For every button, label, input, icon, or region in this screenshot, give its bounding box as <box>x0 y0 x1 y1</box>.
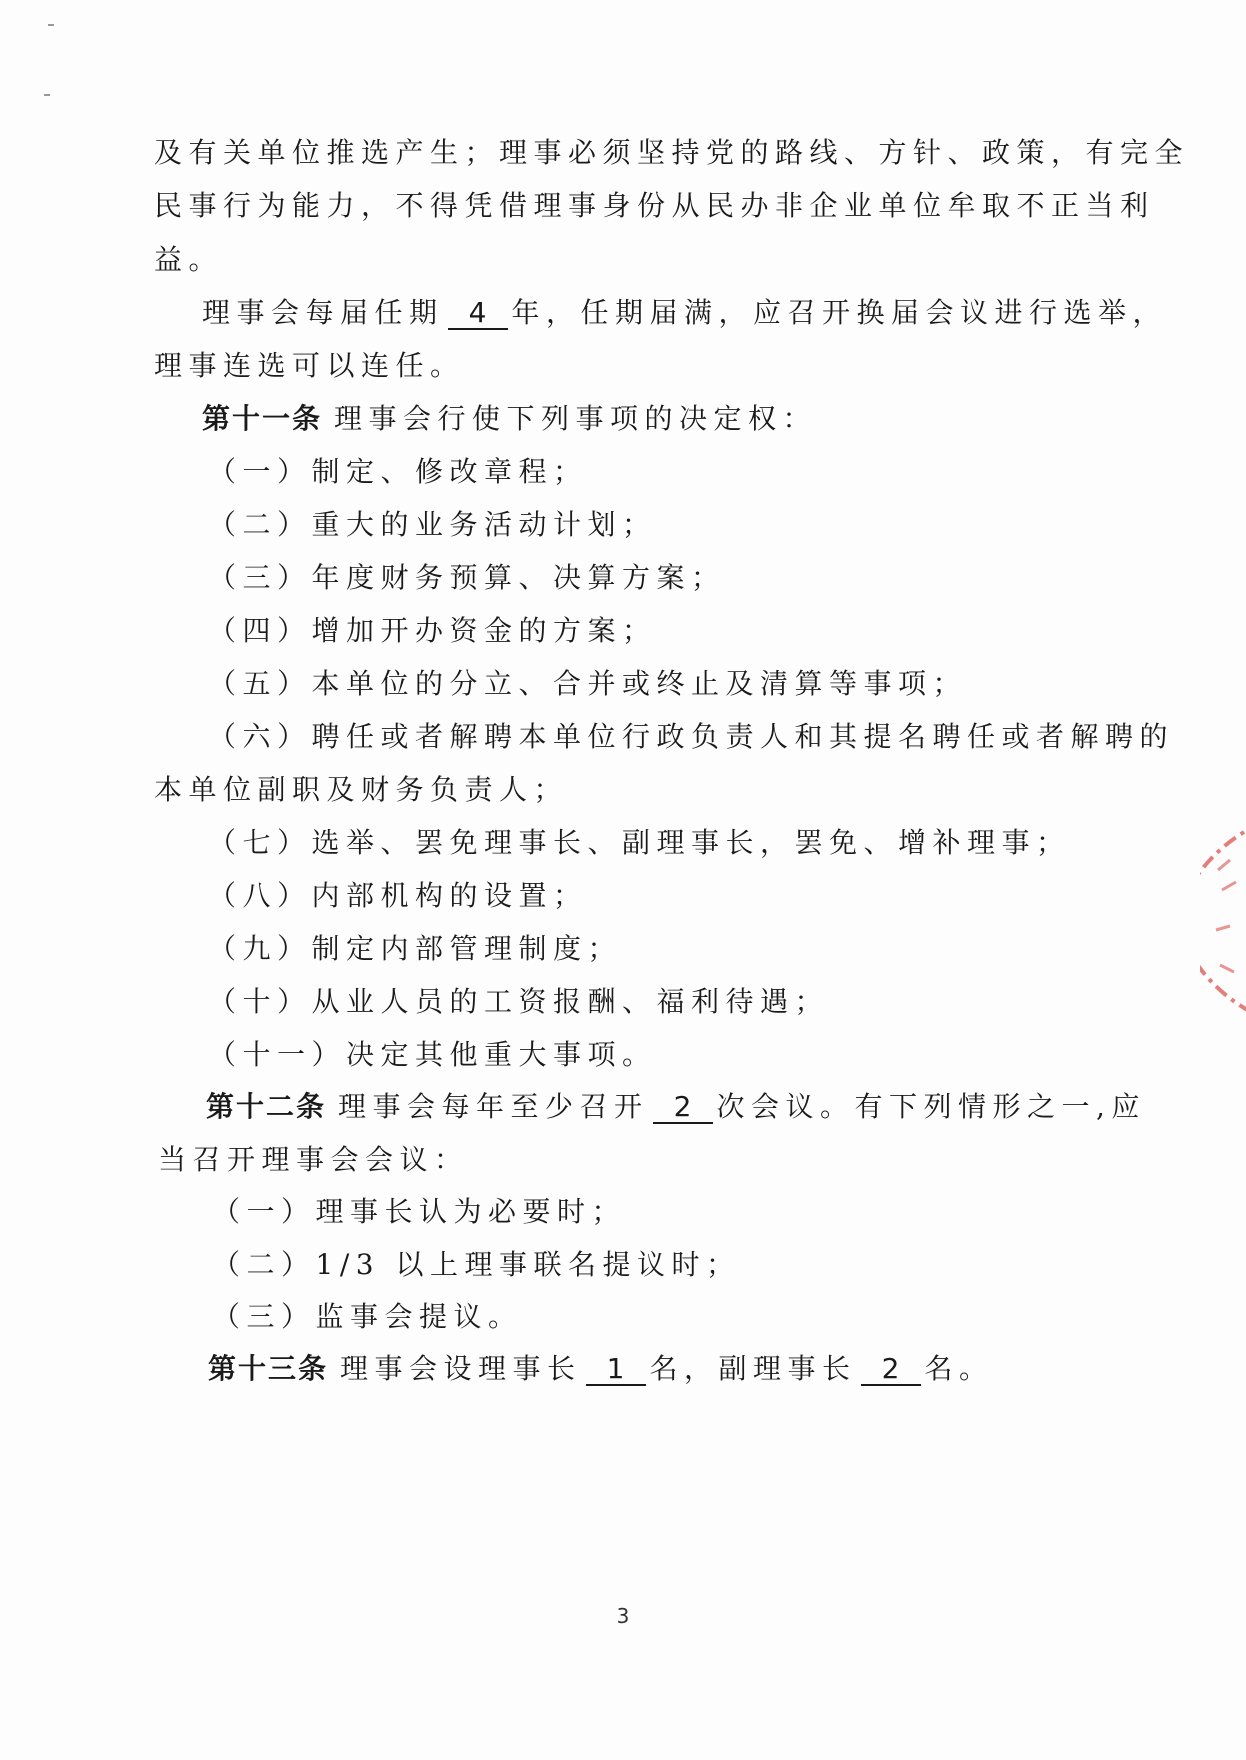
list-item <box>208 982 829 1022</box>
line-text: 次会议。有下列情形之一,应 <box>716 1090 1146 1123</box>
line-text: 理事会行使下列事项的决定权： <box>334 402 818 435</box>
line-text: 及有关单位推选产生；理事必须坚持党的路线、方针、政策，有完全 <box>154 136 1190 169</box>
line-text: 年，任期届满，应召开换届会议进行选举， <box>511 296 1168 329</box>
page-number: 3 <box>616 1604 630 1628</box>
paragraph-line <box>158 1140 469 1180</box>
paragraph-line <box>154 240 223 280</box>
line-text: 民事行为能力，不得凭借理事身份从民办非企业单位牟取不正当利 <box>154 189 1155 222</box>
line-text: （七）选举、罢免理事长、副理事长，罢免、增补理事； <box>208 826 1071 859</box>
line-text: （二）重大的业务活动计划； <box>208 508 657 541</box>
line-text: （一）制定、修改章程； <box>208 455 588 488</box>
list-item <box>208 558 726 598</box>
line-text: （一）理事长认为必要时； <box>212 1195 627 1228</box>
list-item <box>208 1035 657 1075</box>
line-text: （四）增加开办资金的方案； <box>208 614 657 647</box>
list-item <box>212 1192 626 1232</box>
line-text: 名。 <box>924 1352 994 1385</box>
line-text: 理事会每届任期 <box>202 296 444 329</box>
official-seal-partial <box>1200 800 1246 1040</box>
article-heading: 第十二条 <box>206 1090 327 1123</box>
line-text: 理事连选可以连任。 <box>154 349 465 382</box>
line-text: （八）内部机构的设置； <box>208 879 588 912</box>
article-heading-line <box>206 1087 1146 1127</box>
list-item <box>208 717 1174 757</box>
line-text: 理事会每年至少召开 <box>338 1090 649 1123</box>
line-text: （二）1/3 以上理事联名提议时； <box>212 1248 741 1281</box>
line-text: 益。 <box>154 243 224 276</box>
meetings-per-year-blank: 2 <box>653 1092 713 1124</box>
term-years-blank: 4 <box>448 298 508 330</box>
line-text: （十一）决定其他重大事项。 <box>208 1038 657 1071</box>
article-heading: 第十三条 <box>208 1352 329 1385</box>
scan-speck <box>44 94 50 96</box>
line-text: （三）年度财务预算、决算方案； <box>208 561 726 594</box>
list-item <box>208 929 622 969</box>
list-item <box>208 876 588 916</box>
line-text: 名，副理事长 <box>649 1352 857 1385</box>
paragraph-line <box>154 133 1189 173</box>
paragraph-line <box>154 186 1155 226</box>
article-heading-line <box>202 399 817 439</box>
article-heading-line <box>208 1349 994 1389</box>
paragraph-line <box>154 770 568 810</box>
list-item <box>208 611 657 651</box>
vice-chairman-count-blank: 2 <box>861 1354 921 1386</box>
line-text: （九）制定内部管理制度； <box>208 932 623 965</box>
line-text: （五）本单位的分立、合并或终止及清算等事项； <box>208 667 968 700</box>
line-text: 本单位副职及财务负责人； <box>154 773 569 806</box>
line-text: （三）监事会提议。 <box>212 1300 523 1333</box>
paragraph-line <box>154 346 465 386</box>
list-item <box>208 664 967 704</box>
line-text: 理事会设理事长 <box>340 1352 582 1385</box>
chairman-count-blank: 1 <box>586 1354 646 1386</box>
scan-speck <box>48 24 54 26</box>
list-item <box>212 1245 740 1285</box>
line-text: （十）从业人员的工资报酬、福利待遇； <box>208 985 830 1018</box>
list-item <box>208 823 1071 863</box>
paragraph-line <box>202 293 1167 333</box>
list-item <box>208 505 657 545</box>
list-item <box>208 452 588 492</box>
article-heading: 第十一条 <box>202 402 323 435</box>
line-text: 当召开理事会会议： <box>158 1143 469 1176</box>
list-item <box>212 1297 523 1337</box>
line-text: （六）聘任或者解聘本单位行政负责人和其提名聘任或者解聘的 <box>208 720 1175 753</box>
